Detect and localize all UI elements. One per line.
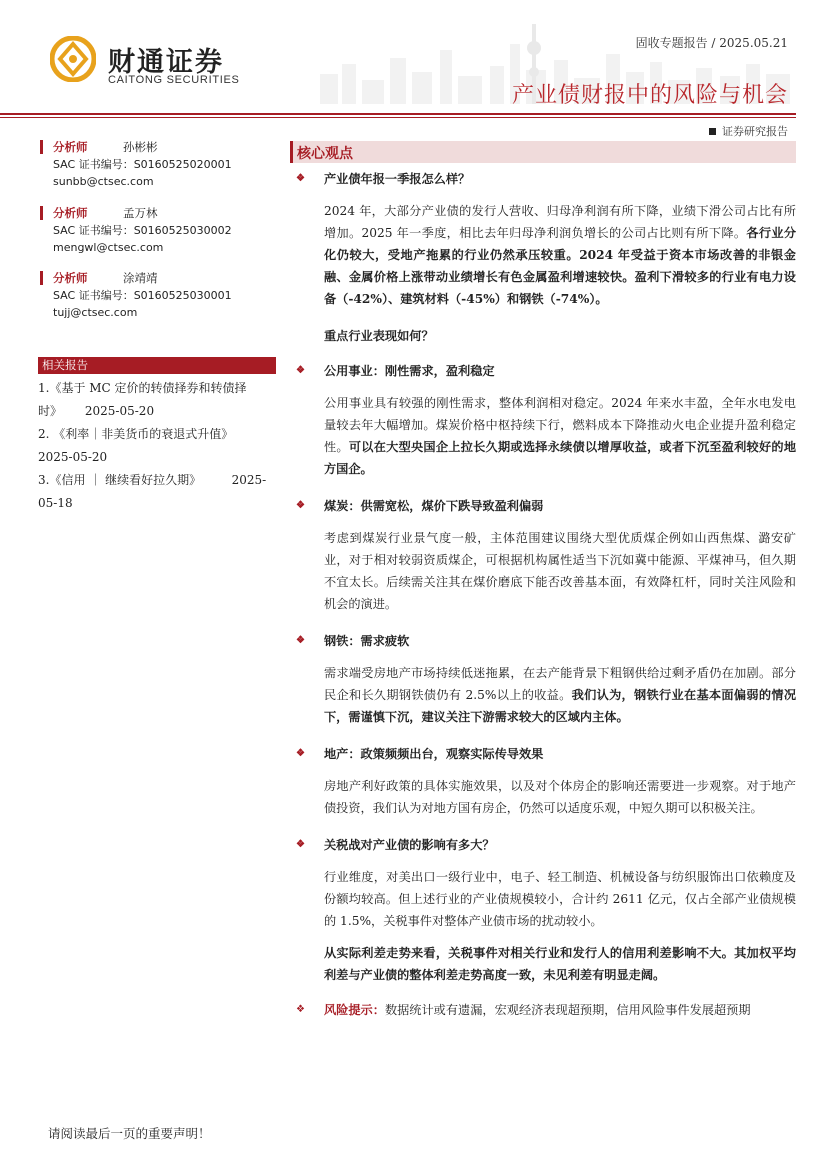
related-report-link[interactable]: 1.《基于 MC 定价的转债择券和转债择 时》 2025-05-20: [38, 381, 247, 418]
industry-heading-utilities: ❖ 公用事业：刚性需求，盈利稳定: [290, 360, 796, 382]
paragraph: 房地产利好政策的具体实施效果，以及对个体房企的影响还需要进一步观察。对于地产债投资，我们认为对地方国有房企，仍然可以适度乐观，中短久期可以积极关注。: [324, 779, 796, 815]
caitong-logo-icon: [50, 36, 96, 82]
analyst-marker: [40, 271, 43, 285]
related-report-link[interactable]: 2. 《利率｜非美货币的衰退式升值》 2025-05-20: [38, 427, 234, 464]
related-report-link[interactable]: 3.《信用 ｜ 继续看好拉久期》 2025- 05-18: [38, 473, 267, 510]
paragraph: 考虑到煤炭行业景气度一般，主体范围建议围绕大型优质煤企例如山西焦煤、潞安矿业，对于相对较弱资质煤企，可根据机构属性适当下沉如冀中能源、平煤神马，但久期不宜太长。后续需关注其在煤价磨底下能否改善基本面，有效降杠杆，同时关注风险和机会的演进。: [324, 531, 796, 611]
question-heading: ❖ 关税战对产业债的影响有多大？: [290, 834, 796, 856]
report-title: 产业债财报中的风险与机会: [511, 83, 788, 108]
question-heading: ❖ 产业债年报一季报怎么样？: [290, 168, 796, 190]
report-category-date: 固收专题报告 / 2025.05.21: [635, 36, 788, 50]
core-views-title: 核心观点: [297, 146, 353, 162]
brand-name-cn: 财通证券: [108, 47, 224, 78]
analyst-name: 孙彬彬: [123, 140, 158, 154]
risk-warning: [290, 999, 796, 1021]
paragraph: 2024 年，大部分产业债的发行人营收、归母净利润有所下降，业绩下滑公司占比有所增加。2025 年一季度，相比去年归母净利润负增长的公司占比则有所下降。各行业分化仍较大，受地产拖累的行业仍然承压较重。2024 年受益于资本市场改善的非银金融、金属价格上涨带动业绩增长有色金属盈利增速较快。盈利下滑较多的行业有电力设备（-42%）、建筑材料（-45%）和钢铁（-74%）。: [324, 204, 797, 306]
diamond-bullet-icon: ❖: [296, 839, 305, 850]
analyst-role: 分析师: [53, 206, 88, 220]
diamond-bullet-icon: ❖: [296, 500, 305, 511]
industry-heading-property: ❖ 地产：政策频频出台，观察实际传导效果: [290, 743, 796, 765]
industry-heading-coal: ❖ 煤炭：供需宽松，煤价下跌导致盈利偏弱: [290, 495, 796, 517]
related-reports-list: [38, 377, 278, 515]
diamond-bullet-icon: ❖: [296, 748, 305, 759]
footer-disclaimer: 请阅读最后一页的重要声明！: [48, 1126, 211, 1141]
brand-name-en: CAITONG SECURITIES: [108, 74, 240, 86]
analyst-sac: SAC 证书编号：S0160525030001: [53, 289, 232, 302]
analyst-marker: [40, 206, 43, 220]
analyst-marker: [40, 140, 43, 154]
report-header: [0, 0, 826, 118]
core-views-heading: [290, 141, 796, 163]
diamond-bullet-icon: ❖: [296, 635, 305, 646]
report-type-text: 证券研究报告: [722, 125, 788, 138]
core-views-body: [290, 165, 796, 1021]
section-subheading: 重点行业表现如何？: [324, 329, 434, 343]
analyst-role: 分析师: [53, 140, 88, 154]
industry-heading-steel: ❖ 钢铁：需求疲软: [290, 630, 796, 652]
header-divider-thin: [0, 117, 796, 118]
paragraph: 行业维度，对美出口一级行业中，电子、轻工制造、机械设备与纺织服饰出口依赖度及份额均较高。但上述行业的产业债规模较小，合计约 2611 亿元，仅占全部产业债规模的 1.5%，关税事件对整体产业债市场的扰动较小。: [324, 870, 796, 928]
analyst-email[interactable]: tujj@ctsec.com: [53, 306, 138, 319]
analyst-sac: SAC 证书编号：S0160525030002: [53, 224, 232, 237]
diamond-bullet-icon: ❖: [296, 365, 305, 376]
diamond-bullet-icon: ❖: [296, 173, 305, 184]
analyst-name: 涂靖靖: [123, 271, 158, 285]
analyst-email[interactable]: sunbb@ctsec.com: [53, 175, 154, 188]
analyst-name: 孟万林: [123, 206, 158, 220]
analyst-email[interactable]: mengwl@ctsec.com: [53, 241, 164, 254]
risk-label: 风险提示：: [324, 1003, 385, 1017]
paragraph-bold: 从实际利差走势来看，关税事件对相关行业和发行人的信用利差影响不大。其加权平均利差与产业债的整体利差走势高度一致，未见利差有明显走阔。: [324, 946, 796, 982]
paragraph: 公用事业具有较强的刚性需求，整体利润相对稳定。2024 年来水丰盈，全年水电发电量较去年大幅增加。煤炭价格中枢持续下行，燃料成本下降推动火电企业提升盈利稳定性。可以在大型央国企上拉长久期或选择永续债以增厚收益，或者下沉至盈利较好的地方国企。: [324, 396, 797, 476]
header-divider: [0, 113, 796, 115]
analyst-role: 分析师: [53, 271, 88, 285]
related-reports-heading: 相关报告: [38, 357, 276, 374]
analyst-sac: SAC 证书编号：S0160525020001: [53, 158, 232, 171]
square-bullet-icon: [709, 128, 716, 135]
paragraph: 需求端受房地产市场持续低迷拖累，在去产能背景下粗钢供给过剩矛盾仍在加剧。部分民企和长久期钢铁债仍有 2.5%以上的收益。我们认为，钢铁行业在基本面偏弱的情况下，需谨慎下沉，建议关注下游需求较大的区域内主体。: [324, 666, 797, 724]
diamond-bullet-icon: ❖: [296, 1004, 305, 1015]
report-type-label: [709, 123, 788, 139]
risk-text: 数据统计或有遗漏，宏观经济表现超预期，信用风险事件发展超预期: [384, 1003, 751, 1017]
